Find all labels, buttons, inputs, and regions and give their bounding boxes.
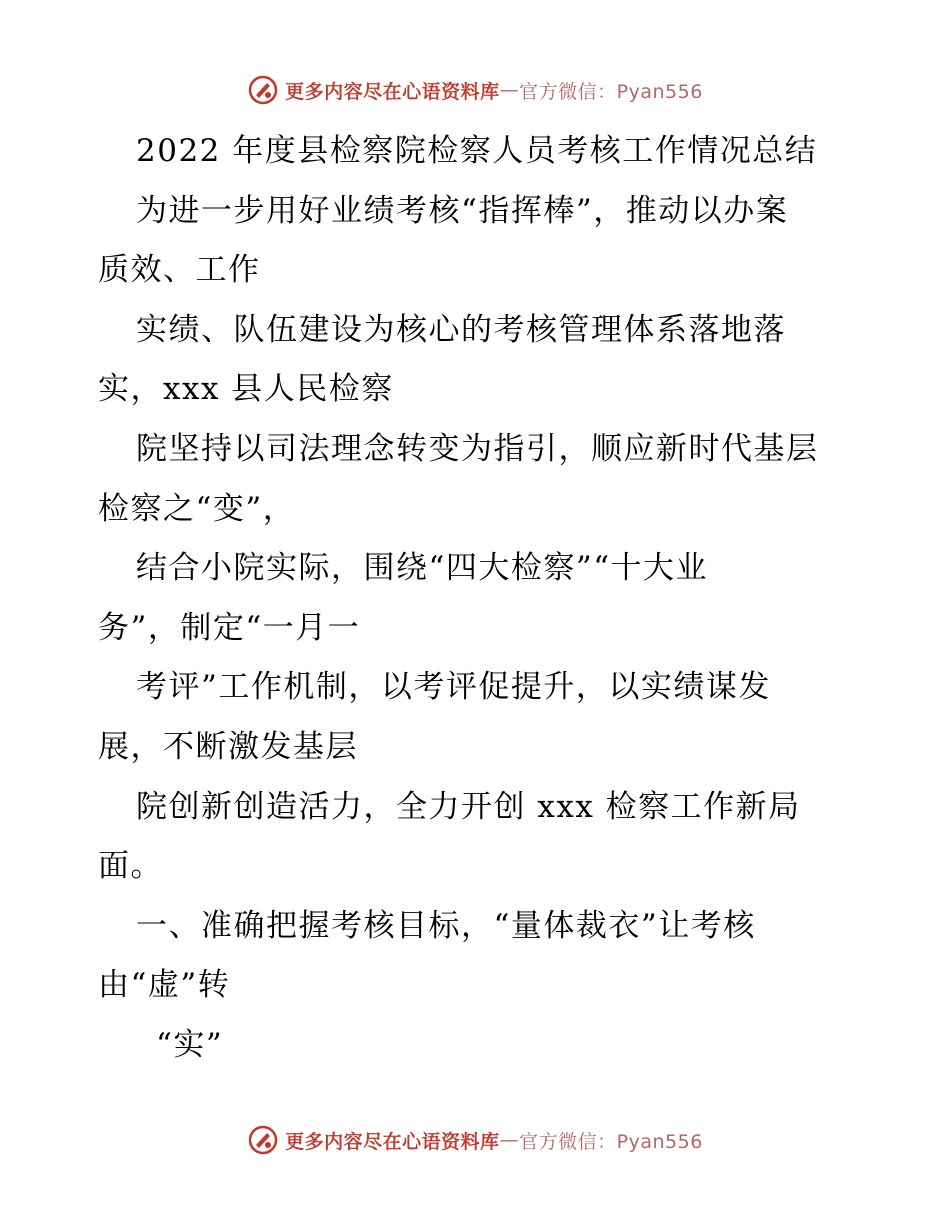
seal-logo-icon [247, 74, 279, 106]
watermark-brand-text: 更多内容尽在心语资料库 [285, 1130, 500, 1153]
document-title: 2022 年度县检察院检察人员考核工作情况总结 [136, 133, 818, 169]
paragraph-line: 院创新创造活力，全力开创 xxx 检察工作新局 [136, 788, 801, 825]
paragraph-line: 结合小院实际，围绕“四大检察”“十大业 [136, 550, 709, 587]
section-heading: 一、准确把握考核目标，“量体裁衣”让考核 [136, 907, 756, 944]
paragraph-line: 面。 [98, 848, 163, 885]
paragraph-line: 考评”工作机制，以考评促提升，以实绩谋发 [136, 669, 771, 706]
paragraph-line: 务”，制定“一月一 [98, 609, 361, 646]
paragraph-line: 实绩、队伍建设为核心的考核管理体系落地落 [136, 311, 786, 348]
section-heading-line: 由“虚”转 [98, 967, 231, 1004]
paragraph-line: 为进一步用好业绩考核“指挥棒”，推动以办案 [136, 192, 789, 229]
watermark-dash: — [499, 1129, 520, 1151]
paragraph-line: 展，不断激发基层 [98, 728, 358, 765]
section-heading-line: “实” [156, 1026, 224, 1063]
paragraph-line: 质效、工作 [98, 252, 261, 289]
paragraph-line: 院坚持以司法理念转变为指引，顺应新时代基层 [136, 430, 819, 467]
watermark-footer [0, 1120, 950, 1160]
paragraph-line: 检察之“变”， [98, 490, 296, 527]
watermark-wechat-text: 官方微信：Pyan556 [519, 80, 703, 103]
watermark-dash: — [499, 79, 520, 101]
seal-logo-icon [247, 1124, 279, 1156]
watermark-header [0, 70, 950, 110]
watermark-brand-text: 更多内容尽在心语资料库 [285, 80, 500, 103]
watermark-wechat-text: 官方微信：Pyan556 [519, 1130, 703, 1153]
paragraph-line: 实，xxx 县人民检察 [98, 371, 394, 408]
document-body [98, 122, 858, 1076]
